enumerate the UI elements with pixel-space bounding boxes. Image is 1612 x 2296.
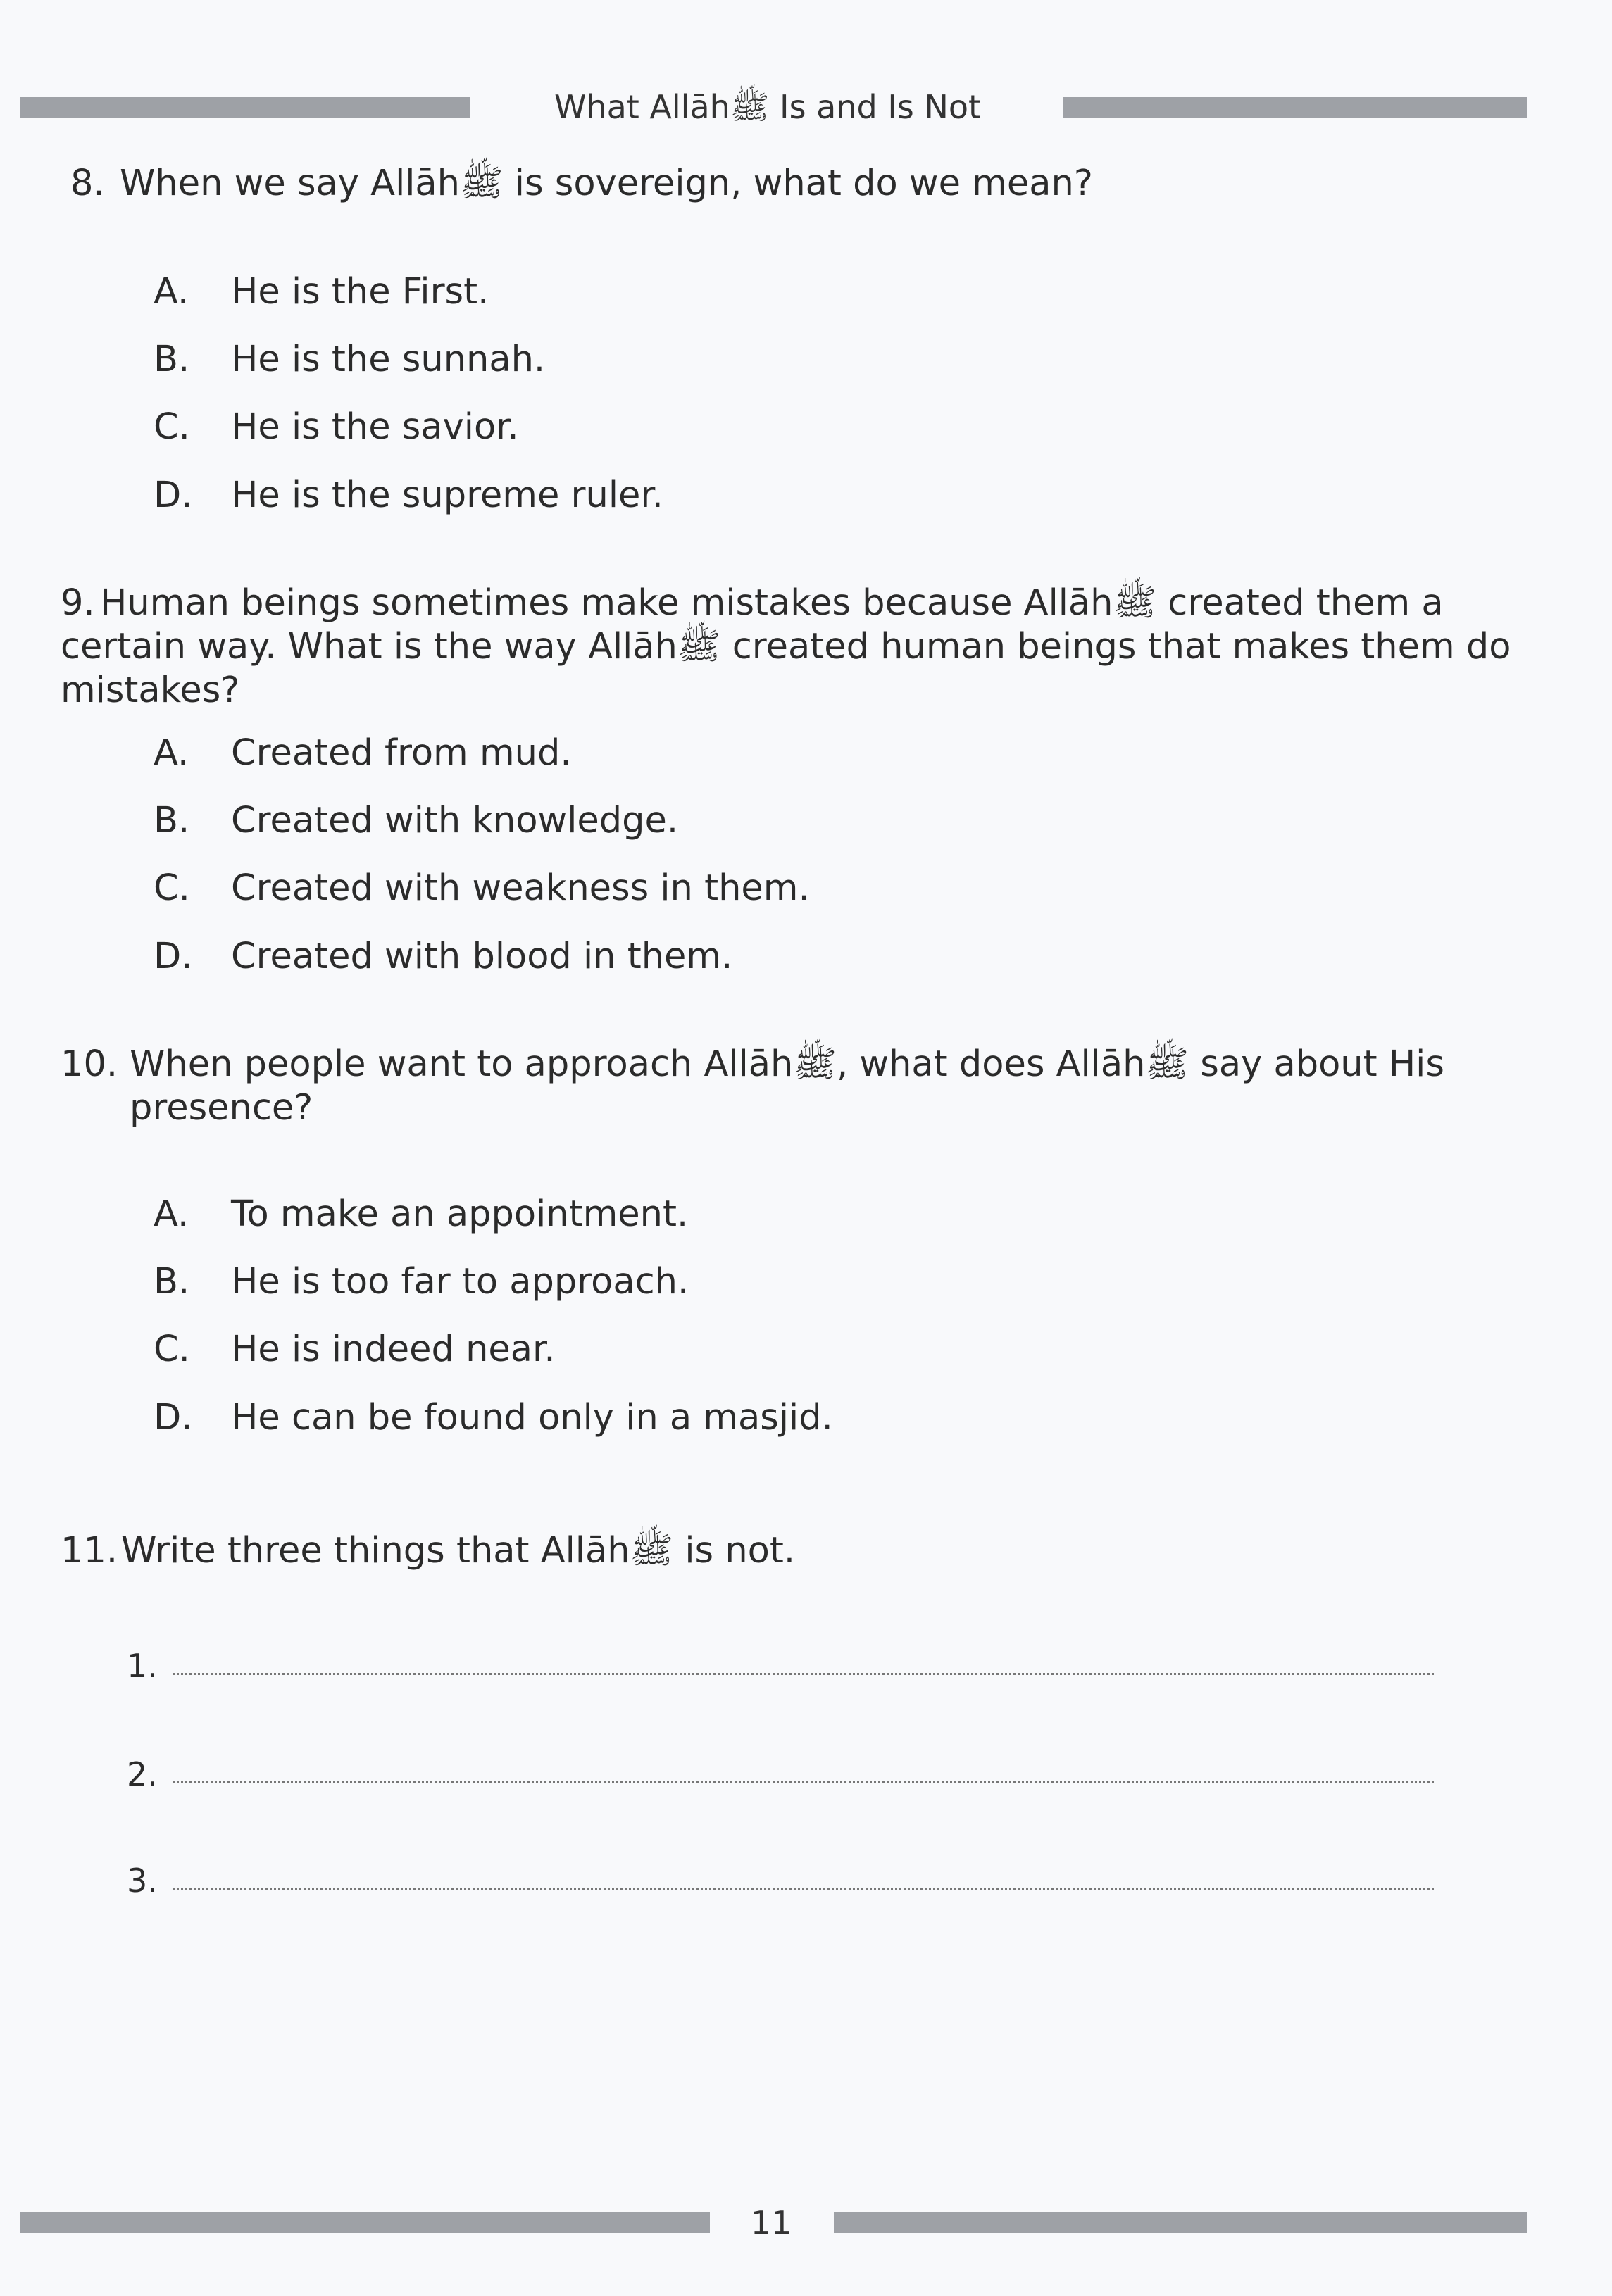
question-number: 11. xyxy=(61,1530,118,1572)
question-10 xyxy=(61,1043,1469,1130)
answer-blank[interactable] xyxy=(173,1673,1434,1675)
option-text: He can be found only in a masjid. xyxy=(231,1397,833,1438)
page-number: 11 xyxy=(750,2204,792,2242)
option-letter: B. xyxy=(154,800,190,841)
option-letter: B. xyxy=(154,339,190,380)
option-text: He is indeed near. xyxy=(231,1329,556,1370)
option-text: Created from mud. xyxy=(231,732,572,774)
question-text: When people want to approach Allāhﷺ, what does Allāhﷺ say about His presence? xyxy=(130,1043,1444,1129)
answer-blank[interactable] xyxy=(173,1781,1434,1783)
answer-blank[interactable] xyxy=(173,1888,1434,1890)
page-header-title: What Allāhﷺ Is and Is Not xyxy=(554,88,982,126)
option-letter: A. xyxy=(154,732,189,774)
question-8 xyxy=(70,162,1479,206)
answer-line-1[interactable] xyxy=(127,1645,1486,1687)
option-text: To make an appointment. xyxy=(231,1193,689,1235)
option-text: He is the First. xyxy=(231,271,489,313)
option-letter: A. xyxy=(154,1193,189,1235)
option-letter: C. xyxy=(154,406,190,448)
question-text: Write three things that Allāhﷺ is not. xyxy=(121,1530,796,1572)
option-text: He is the savior. xyxy=(231,406,519,448)
answer-line-2[interactable] xyxy=(127,1753,1486,1795)
question-text: When we say Allāhﷺ is sovereign, what do we mean? xyxy=(120,163,1093,204)
answer-number: 3. xyxy=(127,1862,158,1900)
option-text: Created with weakness in them. xyxy=(231,867,810,909)
question-number: 9. xyxy=(61,582,95,624)
answer-number: 1. xyxy=(127,1647,158,1685)
option-letter: D. xyxy=(154,1397,193,1438)
option-letter: D. xyxy=(154,936,193,977)
question-number: 10. xyxy=(61,1043,118,1085)
option-letter: B. xyxy=(154,1261,190,1303)
question-number: 8. xyxy=(70,163,105,204)
answer-number: 2. xyxy=(127,1755,158,1793)
option-text: Created with blood in them. xyxy=(231,936,733,977)
option-text: He is too far to approach. xyxy=(231,1261,689,1303)
option-letter: C. xyxy=(154,1329,190,1370)
option-letter: A. xyxy=(154,271,189,313)
question-11 xyxy=(61,1529,1469,1573)
question-text: Human beings sometimes make mistakes because Allāhﷺ created them a certain way. What is the way Allāhﷺ created human beings that makes them do mistakes? xyxy=(61,582,1511,711)
option-text: He is the sunnah. xyxy=(231,339,546,380)
option-text: Created with knowledge. xyxy=(231,800,679,841)
answer-line-3[interactable] xyxy=(127,1859,1486,1902)
option-letter: D. xyxy=(154,475,193,516)
option-text: He is the supreme ruler. xyxy=(231,475,663,516)
question-9 xyxy=(61,582,1539,713)
option-letter: C. xyxy=(154,867,190,909)
